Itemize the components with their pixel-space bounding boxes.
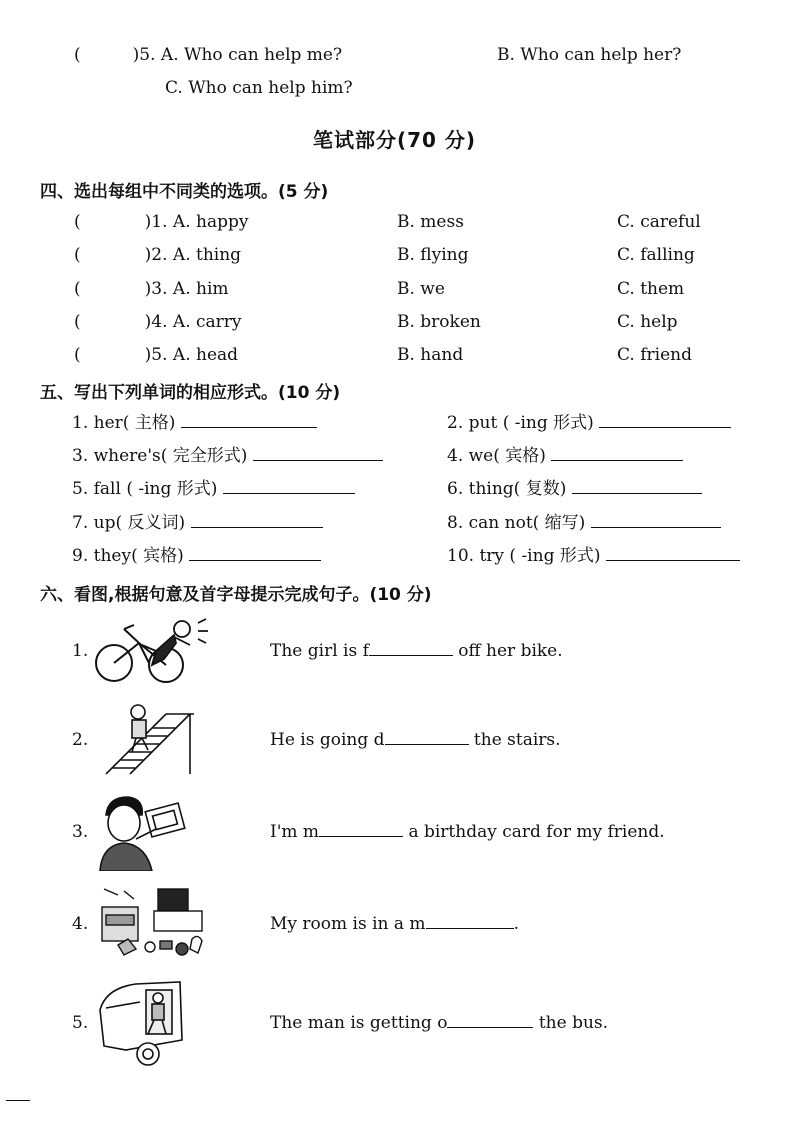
sec5-item-5: 5. fall ( -ing 形式) (72, 478, 355, 500)
sec4-row-4-c: C. help (617, 312, 678, 332)
sec6-num-4: 4. (72, 914, 89, 934)
answer-blank[interactable] (223, 479, 355, 494)
girl-falling-bike-picture (94, 615, 214, 687)
section-5-heading: 五、写出下列单词的相应形式。(10 分) (40, 383, 341, 403)
sec5-item-9: 9. they( 宾格) (72, 545, 321, 567)
answer-blank[interactable] (191, 513, 323, 528)
man-off-bus-picture (96, 980, 188, 1068)
sec4-row-3: ( )3. A. him (74, 279, 229, 299)
listening-q5: ( )5. A. Who can help me? (74, 45, 343, 65)
answer-blank[interactable] (599, 413, 731, 428)
answer-blank[interactable] (253, 446, 383, 461)
sec6-sentence-3: I'm m a birthday card for my friend. (270, 822, 665, 842)
answer-paren: ( (74, 45, 81, 65)
sec4-row-4: ( )4. A. carry (74, 312, 242, 332)
answer-blank[interactable] (189, 546, 321, 561)
sec4-row-2-b: B. flying (397, 245, 469, 265)
listening-q5-option-b: B. Who can help her? (497, 45, 682, 65)
sec5-item-10: 10. try ( -ing 形式) (447, 545, 740, 567)
section-4-heading: 四、选出每组中不同类的选项。(5 分) (40, 182, 329, 202)
sec6-sentence-1: The girl is f off her bike. (270, 641, 563, 661)
listening-q5-option-c: C. Who can help him? (165, 78, 353, 98)
sec4-row-5-b: B. hand (397, 345, 464, 365)
answer-blank[interactable] (369, 641, 453, 656)
sec6-num-2: 2. (72, 730, 89, 750)
sec4-row-1-c: C. careful (617, 212, 701, 232)
answer-blank[interactable] (606, 546, 740, 561)
sec4-row-4-b: B. broken (397, 312, 481, 332)
sec6-num-5: 5. (72, 1013, 89, 1033)
sec4-row-3-c: C. them (617, 279, 685, 299)
sec6-num-1: 1. (72, 641, 89, 661)
sec6-sentence-5: The man is getting o the bus. (270, 1013, 609, 1033)
boy-down-stairs-picture (96, 702, 198, 776)
answer-blank[interactable] (319, 822, 403, 837)
sec4-row-2: ( )2. A. thing (74, 245, 242, 265)
sec4-row-1-b: B. mess (397, 212, 464, 232)
sec5-item-2: 2. put ( -ing 形式) (447, 412, 731, 434)
page-corner-rule (6, 1100, 30, 1101)
sec5-item-1: 1. her( 主格) (72, 412, 317, 434)
q-number: 5. (139, 45, 156, 65)
answer-blank[interactable] (551, 446, 683, 461)
option-a: A. Who can help me? (160, 45, 343, 65)
sec4-row-5-c: C. friend (617, 345, 692, 365)
section-6-heading: 六、看图,根据句意及首字母提示完成句子。(10 分) (40, 585, 432, 605)
sec4-row-2-c: C. falling (617, 245, 695, 265)
sec6-sentence-4: My room is in a m . (270, 914, 519, 934)
sec5-item-6: 6. thing( 复数) (447, 478, 702, 500)
written-part-title: 笔试部分(70 分) (313, 128, 477, 152)
answer-blank[interactable] (591, 513, 721, 528)
answer-blank[interactable] (385, 730, 469, 745)
answer-blank[interactable] (181, 413, 317, 428)
sec5-item-8: 8. can not( 缩写) (447, 512, 721, 534)
sec5-item-4: 4. we( 宾格) (447, 445, 683, 467)
sec4-row-1: ( )1. A. happy (74, 212, 249, 232)
messy-room-picture (98, 885, 208, 963)
answer-blank[interactable] (426, 914, 514, 929)
answer-blank[interactable] (572, 479, 702, 494)
sec6-num-3: 3. (72, 822, 89, 842)
sec5-item-7: 7. up( 反义词) (72, 512, 323, 534)
man-making-card-picture (96, 793, 190, 871)
answer-blank[interactable] (447, 1013, 533, 1028)
sec5-item-3: 3. where's( 完全形式) (72, 445, 383, 467)
sec6-sentence-2: He is going d the stairs. (270, 730, 561, 750)
sec4-row-3-b: B. we (397, 279, 445, 299)
sec4-row-5: ( )5. A. head (74, 345, 239, 365)
